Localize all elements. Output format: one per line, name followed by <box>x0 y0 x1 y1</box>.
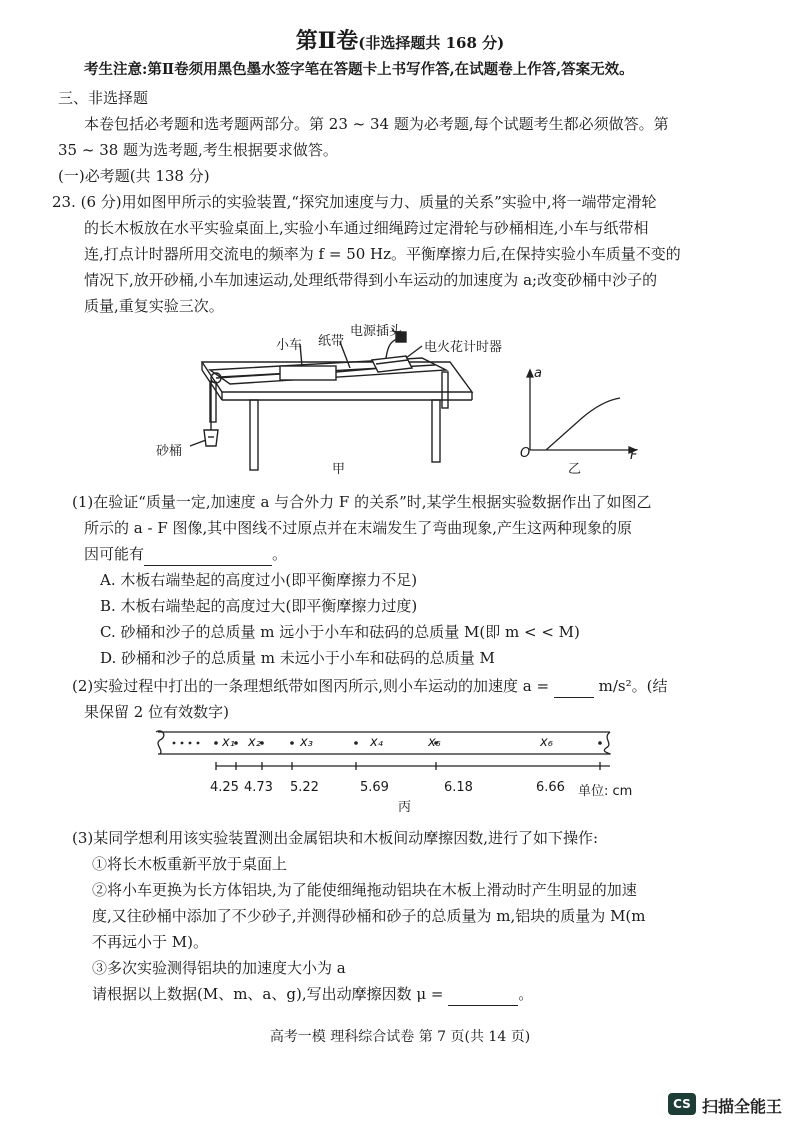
q23-stem-2: 的长木板放在水平实验桌面上,实验小车通过细绳跨过定滑轮与砂桶相连,小车与纸带相 <box>84 219 649 237</box>
part1-end: 。 <box>272 545 288 563</box>
option-b: B. 木板右端垫起的高度过大(即平衡摩擦力过度) <box>100 597 418 615</box>
title-main: 第Ⅱ卷 <box>295 28 359 54</box>
table-leg-front-right <box>432 400 440 462</box>
q23-stem-4: 情况下,放开砂桶,小车加速运动,处理纸带得到小车运动的加速度为 a;改变砂桶中沙子的 <box>84 271 658 289</box>
scanner-watermark: 扫描全能王 <box>702 1097 783 1116</box>
tape-x4: x₄ <box>370 735 383 750</box>
part3-last-text: 请根据以上数据(M、m、a、g),写出动摩擦因数 μ = <box>92 985 444 1003</box>
notice: 考生注意:第Ⅱ卷须用黑色墨水签字笔在答题卡上书写作答,在试题卷上作答,答案无效。 <box>84 61 634 78</box>
cart-block <box>280 366 336 380</box>
page-footer: 高考一模 理科综合试卷 第 7 页(共 14 页) <box>269 1029 531 1045</box>
label-plug: 电源插头 <box>350 324 403 339</box>
page-title <box>0 24 800 55</box>
figure-af-graph <box>512 364 642 464</box>
tape-right-edge <box>604 732 610 754</box>
q23-stem-3: 连,打点计时器所用交流电的频率为 f = 50 Hz。平衡摩擦力后,在保持实验小车质量不变的 <box>84 245 681 263</box>
answer-blank-3[interactable] <box>448 989 518 1006</box>
part3-step-2c: 不再远小于 M)。 <box>92 933 208 951</box>
part1-line-3-text: 因可能有 <box>84 545 145 563</box>
answer-blank-2[interactable] <box>554 681 594 698</box>
option-a: A. 木板右端垫起的高度过小(即平衡摩擦力不足) <box>100 571 418 589</box>
required-heading: (一)必考题(共 138 分) <box>58 167 210 185</box>
part3-step-2b: 度,又往砂桶中添加了不少砂子,并测得砂桶和砂子的总质量为 m,铝块的质量为 M(m <box>92 907 646 925</box>
graph-origin: O <box>520 446 531 461</box>
tape-x3: x₃ <box>300 735 313 750</box>
intro-line-1: 本卷包括必考题和选考题两部分。第 23 ~ 34 题为必考题,每个试题考生都必须做答。第 <box>84 115 669 133</box>
graph-x-label: F <box>630 448 638 463</box>
tape-dots <box>173 741 602 745</box>
q23-stem-5: 质量,重复实验三次。 <box>84 297 224 315</box>
part2-text-a: (2)实验过程中打出的一条理想纸带如图丙所示,则小车运动的加速度 a = <box>72 677 550 695</box>
part2-line-1 <box>72 674 667 698</box>
tape-value-3: 5.22 <box>290 780 319 795</box>
q23-stem-1: 23. (6 分)用如图甲所示的实验装置,“探究加速度与力、质量的关系”实验中,将一端带定滑轮 <box>52 193 657 211</box>
tape-value-5: 6.18 <box>444 780 473 795</box>
label-tape: 纸带 <box>318 334 345 349</box>
caption-jia: 甲 <box>332 462 346 477</box>
tape-x2: x₂ <box>248 735 261 750</box>
intro-line-2: 35 ~ 38 题为选考题,考生根据要求做答。 <box>58 141 338 159</box>
tape-x1: x₁ <box>222 735 235 750</box>
part3-step-2: ②将小车更换为长方体铝块,为了能使细绳拖动铝块在木板上滑动时产生明显的加速 <box>92 881 637 899</box>
label-cart: 小车 <box>276 338 303 353</box>
table-leg-back-right <box>442 372 448 408</box>
figure-tape <box>150 724 650 784</box>
tape-x5: x₅ <box>428 735 441 750</box>
part1-line-3 <box>84 542 287 566</box>
part3-line-1: (3)某同学想利用该实验装置测出金属铝块和木板间动摩擦因数,进行了如下操作: <box>72 829 599 847</box>
answer-blank-1[interactable] <box>144 549 272 566</box>
part2-text-b: m/s²。(结 <box>598 677 668 695</box>
tape-value-4: 5.69 <box>360 780 389 795</box>
label-bucket: 砂桶 <box>156 444 183 459</box>
label-timer: 电火花计时器 <box>424 340 503 355</box>
tape-value-1: 4.25 <box>210 780 239 795</box>
tape-value-2: 4.73 <box>244 780 273 795</box>
scanner-logo-icon: CS <box>668 1093 696 1115</box>
tape-unit: 单位: cm <box>578 784 633 799</box>
caption-yi: 乙 <box>568 462 582 477</box>
sand-bucket <box>204 430 218 446</box>
title-subtitle: (非选择题共 168 分) <box>358 34 505 52</box>
part3-step-3: ③多次实验测得铝块的加速度大小为 a <box>92 959 346 977</box>
part1-line-2: 所示的 a - F 图像,其中图线不过原点并在末端发生了弯曲现象,产生这两种现象的原 <box>84 519 633 537</box>
table-leg-front-left <box>250 400 258 470</box>
option-d: D. 砂桶和沙子的总质量 m 未远小于小车和砝码的总质量 M <box>100 649 495 667</box>
tape-value-6: 6.66 <box>536 780 565 795</box>
af-curve <box>546 398 620 450</box>
part3-last-line <box>92 982 533 1006</box>
tape-left-edge <box>156 731 164 754</box>
tape-x6: x₆ <box>540 735 553 750</box>
part3-end: 。 <box>518 985 534 1003</box>
part3-step-1: ①将长木板重新平放于桌面上 <box>92 855 288 873</box>
section-heading: 三、非选择题 <box>58 89 149 107</box>
part2-line-2: 果保留 2 位有效数字) <box>84 703 229 721</box>
caption-bing: 丙 <box>398 800 412 815</box>
graph-y-label: a <box>534 366 542 381</box>
part1-line-1: (1)在验证“质量一定,加速度 a 与合外力 F 的关系”时,某学生根据实验数据作出了如图乙 <box>72 493 652 511</box>
option-c: C. 砂桶和沙子的总质量 m 远小于小车和砝码的总质量 M(即 m < < M) <box>100 623 580 641</box>
